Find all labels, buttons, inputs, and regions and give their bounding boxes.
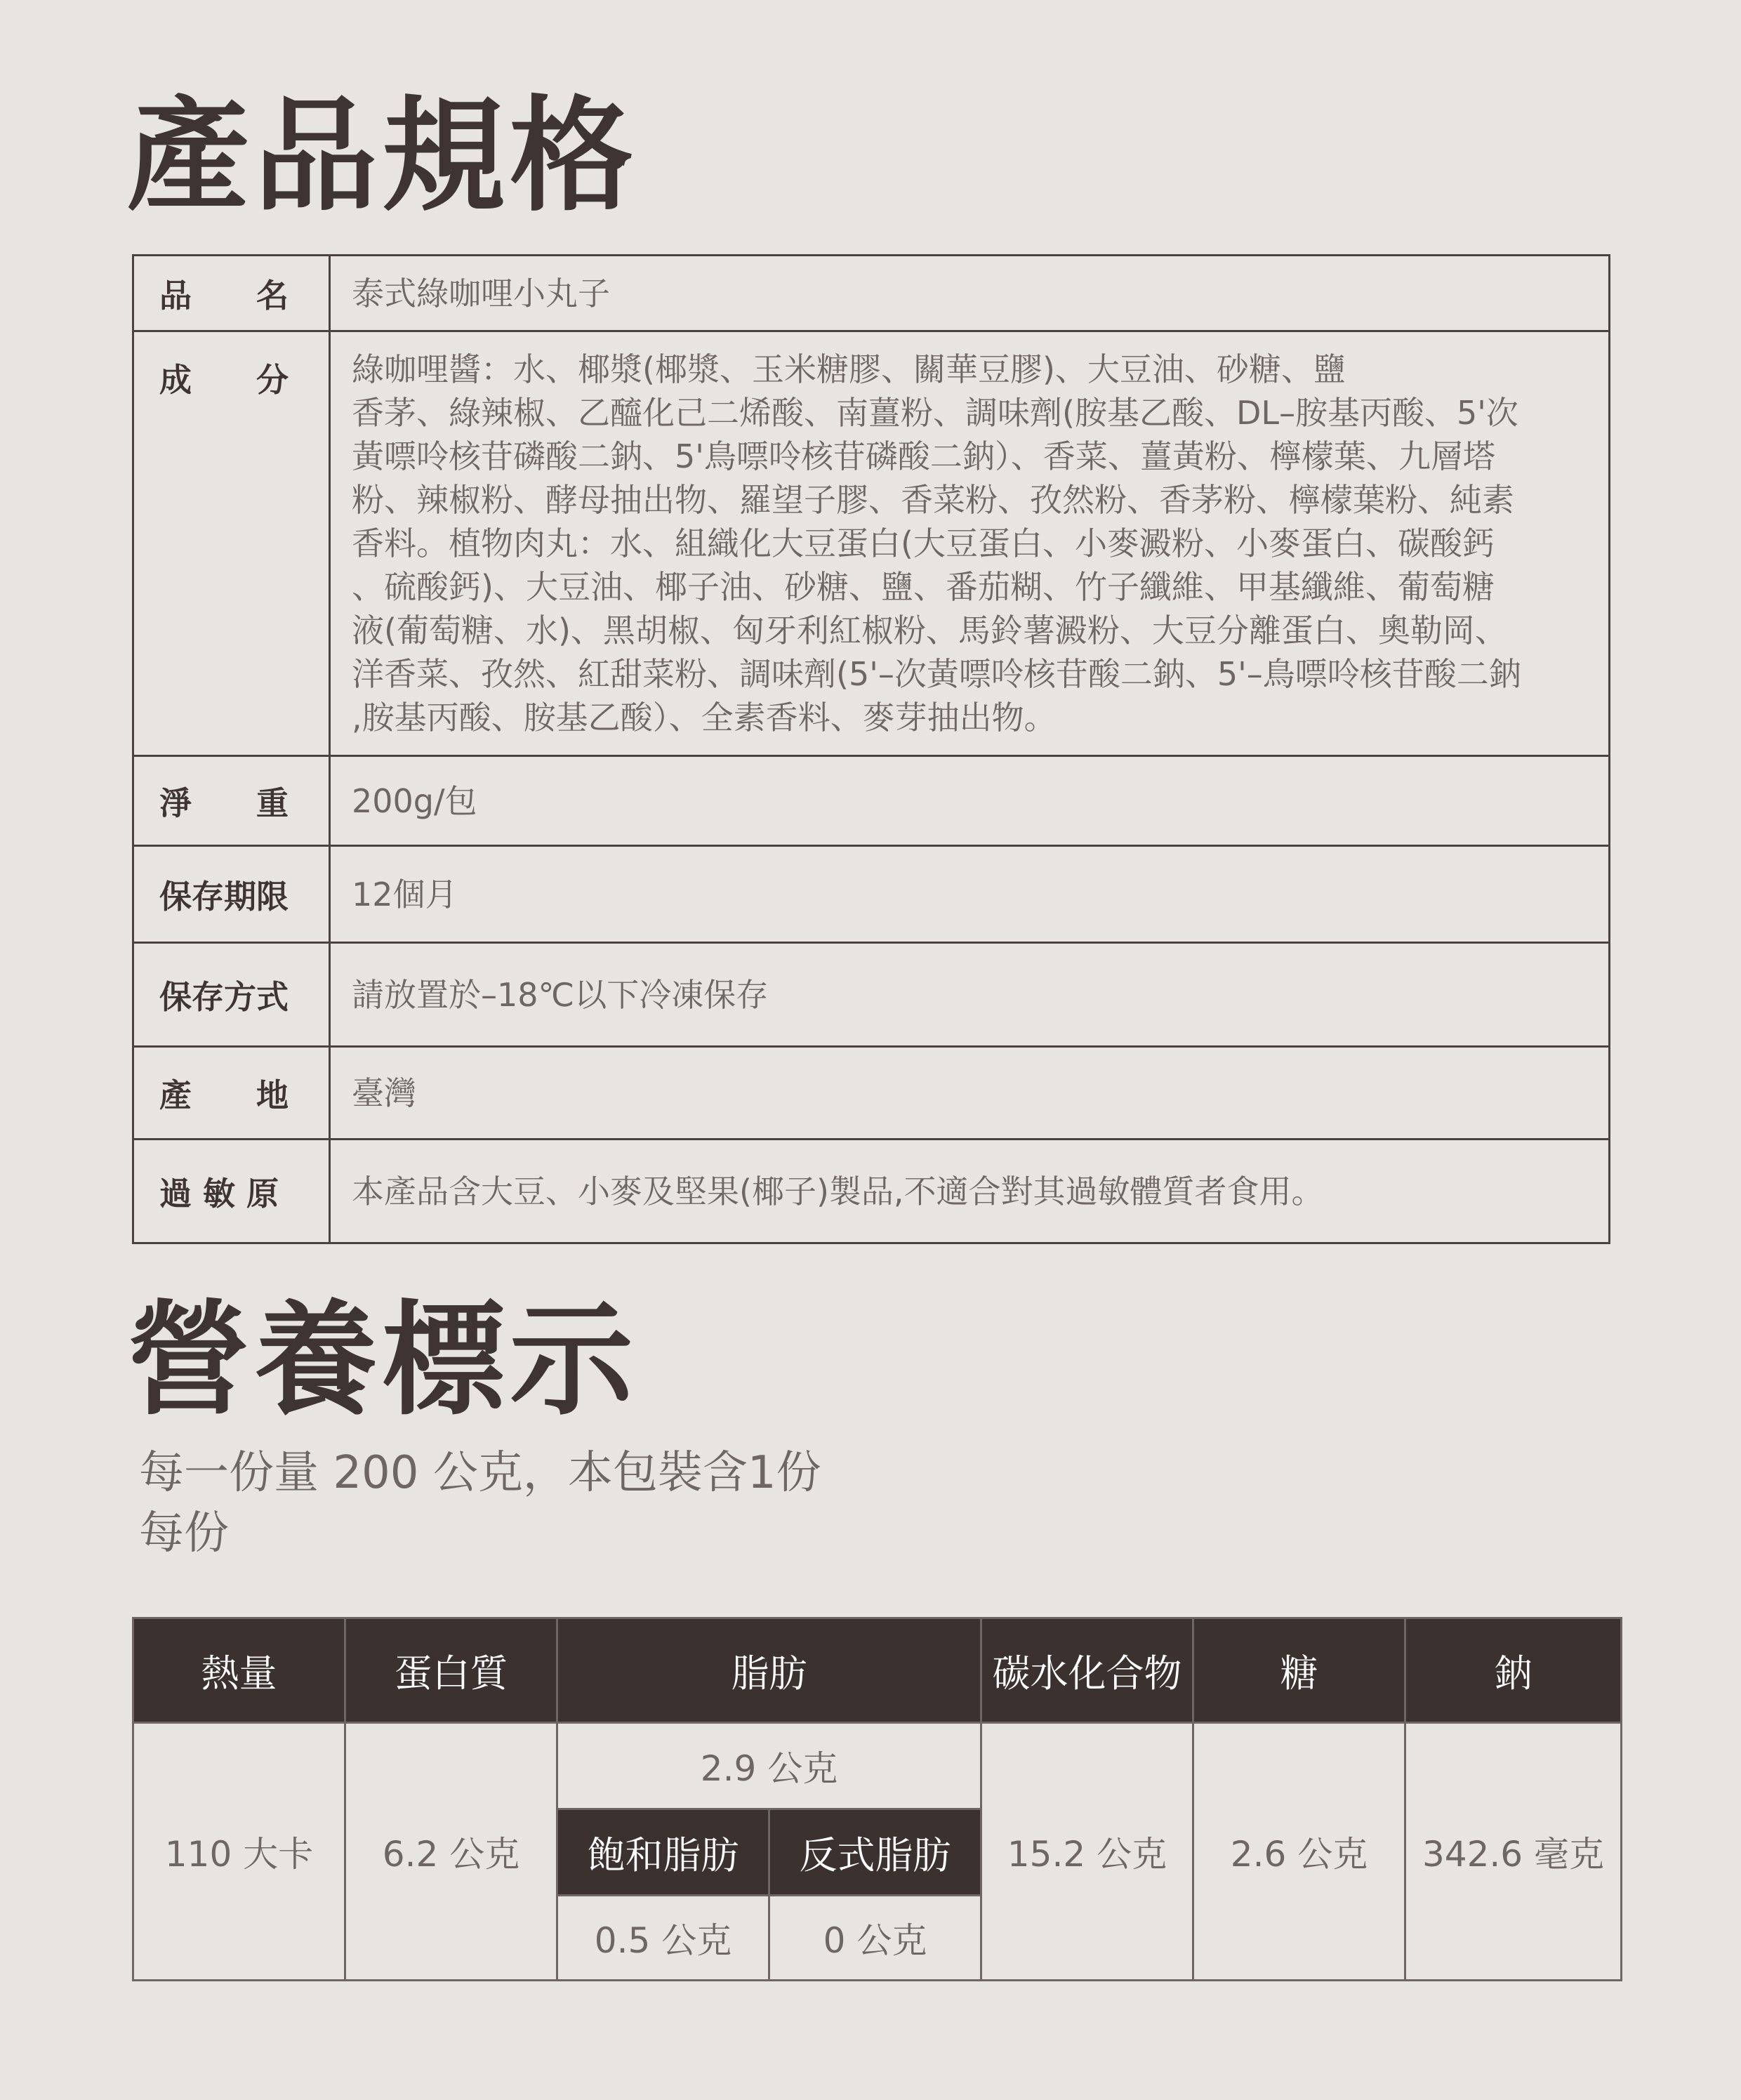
spec-label-allergen: 過 敏 原: [133, 1140, 330, 1243]
ingredients-line: 粉、辣椒粉、酵母抽出物、羅望子膠、香菜粉、孜然粉、香茅粉、檸檬葉粉、純素: [352, 481, 1514, 519]
value-sodium: 342.6 毫克: [1405, 1723, 1622, 1981]
ingredients-line: 綠咖哩醬：水、椰漿(椰漿、玉米糖膠、關華豆膠)、大豆油、砂糖、鹽: [352, 350, 1346, 388]
spec-label-storage: 保存方式: [133, 943, 330, 1047]
value-carbs: 15.2 公克: [981, 1723, 1193, 1981]
per-serving-text: 每份: [139, 1507, 229, 1559]
spec-value-origin: 臺灣: [330, 1047, 1610, 1140]
spec-value-ingredients: [330, 331, 1610, 756]
spec-heading: 產品規格: [126, 84, 638, 228]
spec-row-name: [133, 256, 1610, 331]
ingredients-line: 、硫酸鈣)、大豆油、椰子油、砂糖、鹽、番茄糊、竹子纖維、甲基纖維、葡萄糖: [352, 568, 1495, 606]
nutrition-value-row: [133, 1723, 1622, 1809]
value-calories: 110 大卡: [133, 1723, 345, 1981]
serving-size-text: 每一份量 200 公克，本包裝含1份: [139, 1447, 821, 1499]
spec-label-ingredients: 成 分: [133, 331, 330, 756]
ingredients-line: ,胺基丙酸、胺基乙酸）、全素香料、麥芽抽出物。: [352, 699, 1057, 737]
header-protein: 蛋白質: [345, 1618, 557, 1723]
spec-value-storage: 請放置於–18℃以下冷凍保存: [330, 943, 1610, 1047]
spec-value-shelf-life: 12個月: [330, 846, 1610, 943]
header-carbs: 碳水化合物: [981, 1618, 1193, 1723]
ingredients-line: 黃嘌呤核苷磷酸二鈉、5'鳥嘌呤核苷磷酸二鈉）、香菜、薑黃粉、檸檬葉、九層塔: [352, 437, 1495, 475]
spec-value-name: 泰式綠咖哩小丸子: [330, 256, 1610, 331]
header-sugar: 糖: [1193, 1618, 1405, 1723]
spec-label-name: 品 名: [133, 256, 330, 331]
spec-table: [132, 254, 1610, 1244]
spec-label-origin: 產 地: [133, 1047, 330, 1140]
spec-row-origin: [133, 1047, 1610, 1140]
header-calories: 熱量: [133, 1618, 345, 1723]
spec-row-shelf-life: [133, 846, 1610, 943]
spec-row-allergen: [133, 1140, 1610, 1243]
spec-label-shelf-life: 保存期限: [133, 846, 330, 943]
spec-row-storage: [133, 943, 1610, 1047]
nutrition-header-row: [133, 1618, 1622, 1723]
header-sat-fat: 飽和脂肪: [557, 1809, 769, 1896]
ingredients-line: 香茅、綠辣椒、乙醯化己二烯酸、南薑粉、調味劑(胺基乙酸、DL–胺基丙酸、5'次: [352, 394, 1518, 432]
header-fat: 脂肪: [557, 1618, 981, 1723]
ingredients-line: 液(葡萄糖、水)、黑胡椒、匈牙利紅椒粉、馬鈴薯澱粉、大豆分離蛋白、奧勒岡、: [352, 612, 1507, 649]
ingredients-line: 洋香菜、孜然、紅甜菜粉、調味劑(5'–次黃嘌呤核苷酸二鈉、5'–鳥嘌呤核苷酸二鈉: [352, 655, 1521, 693]
value-fat: 2.9 公克: [557, 1723, 981, 1809]
spec-value-weight: 200g/包: [330, 756, 1610, 846]
value-sugar: 2.6 公克: [1193, 1723, 1405, 1981]
value-protein: 6.2 公克: [345, 1723, 557, 1981]
nutrition-table: [132, 1617, 1622, 1981]
value-trans-fat: 0 公克: [769, 1896, 981, 1981]
ingredients-line: 香料。植物肉丸：水、組織化大豆蛋白(大豆蛋白、小麥澱粉、小麥蛋白、碳酸鈣: [352, 524, 1495, 562]
value-sat-fat: 0.5 公克: [557, 1896, 769, 1981]
spec-label-weight: 淨 重: [133, 756, 330, 846]
spec-row-ingredients: [133, 331, 1610, 756]
header-trans-fat: 反式脂肪: [769, 1809, 981, 1896]
spec-value-allergen: 本產品含大豆、小麥及堅果(椰子)製品,不適合對其過敏體質者食用。: [330, 1140, 1610, 1243]
header-sodium: 鈉: [1405, 1618, 1622, 1723]
nutrition-heading: 營養標示: [126, 1288, 638, 1432]
spec-row-weight: [133, 756, 1610, 846]
